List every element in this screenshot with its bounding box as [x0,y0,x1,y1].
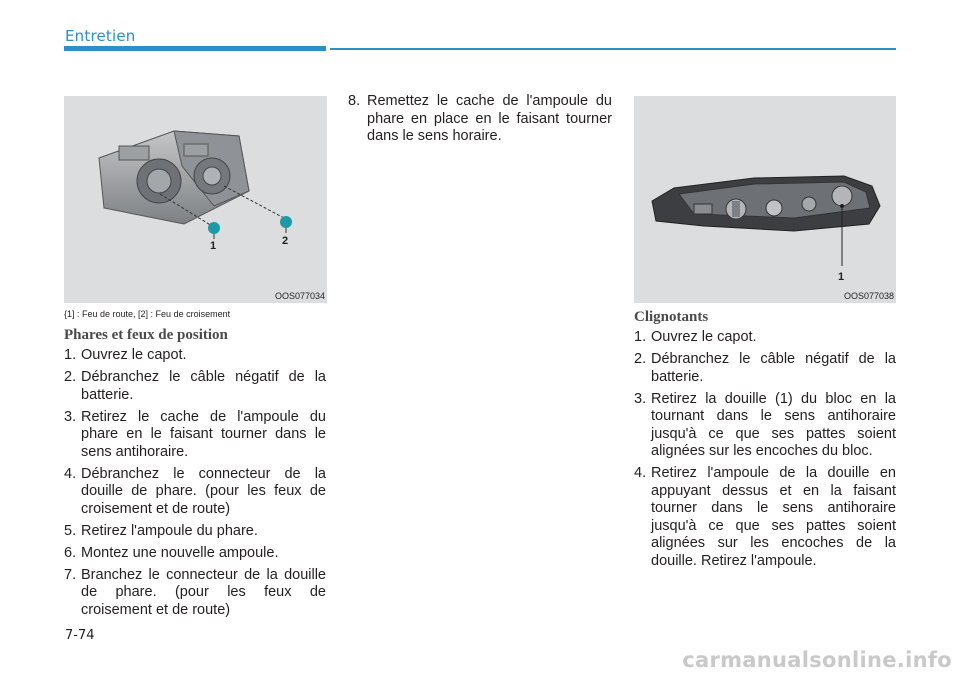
steps-column-1 [64,347,326,624]
headlamp-figure [64,96,327,303]
section-title: Entretien [65,27,136,45]
step-item: 6. Montez une nouvelle ampoule. [64,544,279,561]
section-heading: Clignotants [634,309,709,325]
header-rule-thick [64,46,326,51]
step-item: 8. Remettez le cache de l'ampoule du phare en place en le faisant tourner dans le sens horaire. [348,93,612,144]
headlamp-illustration [64,96,327,303]
figure-code: OOS077034 [274,291,325,301]
step-item: 1. Ouvrez le capot. [634,329,757,345]
step-item: 4. Retirez l'ampoule de la douille en appuyant dessus et en la faisant tourner dans le sens antihoraire jusqu'à ce que ses pattes soient alignées sur les encoches de la douille. Retirez l'ampoule. [634,465,896,569]
callout-1: 1 [210,240,217,252]
figure-code: OOS077038 [843,291,894,301]
step-item: 3. Retirez le cache de l'ampoule du phare en le faisant tourner dans le sens antihoraire. [64,408,326,460]
turn-signal-figure [634,96,896,303]
step-item: 4. Débranchez le connecteur de la douille de phare. (pour les feux de croisement et de route) [64,465,326,517]
callout-1: 1 [838,271,845,283]
header-rule-thin [330,48,896,50]
section-heading: Phares et feux de position [64,327,228,343]
figure-caption: {1] : Feu de route, [2] : Feu de croisement [64,309,231,319]
turn-signal-illustration [634,96,896,303]
steps-column-3 [634,329,896,575]
steps-column-2 [348,93,612,150]
callout-2: 2 [282,235,289,247]
page-number: 7-74 [65,628,95,643]
step-item: 1. Ouvrez le capot. [64,347,187,363]
step-item: 2. Débranchez le câble négatif de la batterie. [64,369,326,403]
step-item: 7. Branchez le connecteur de la douille de phare. (pour les feux de croisement et de route) [64,566,326,618]
step-item: 2. Débranchez le câble négatif de la batterie. [634,351,896,385]
watermark[interactable]: carmanualsonline.info [682,648,952,672]
step-item: 3. Retirez la douille (1) du bloc en la tournant dans le sens antihoraire jusqu'à ce que ses pattes soient alignées sur les encoches du bloc. [634,390,896,459]
step-item: 5. Retirez l'ampoule du phare. [64,522,258,539]
